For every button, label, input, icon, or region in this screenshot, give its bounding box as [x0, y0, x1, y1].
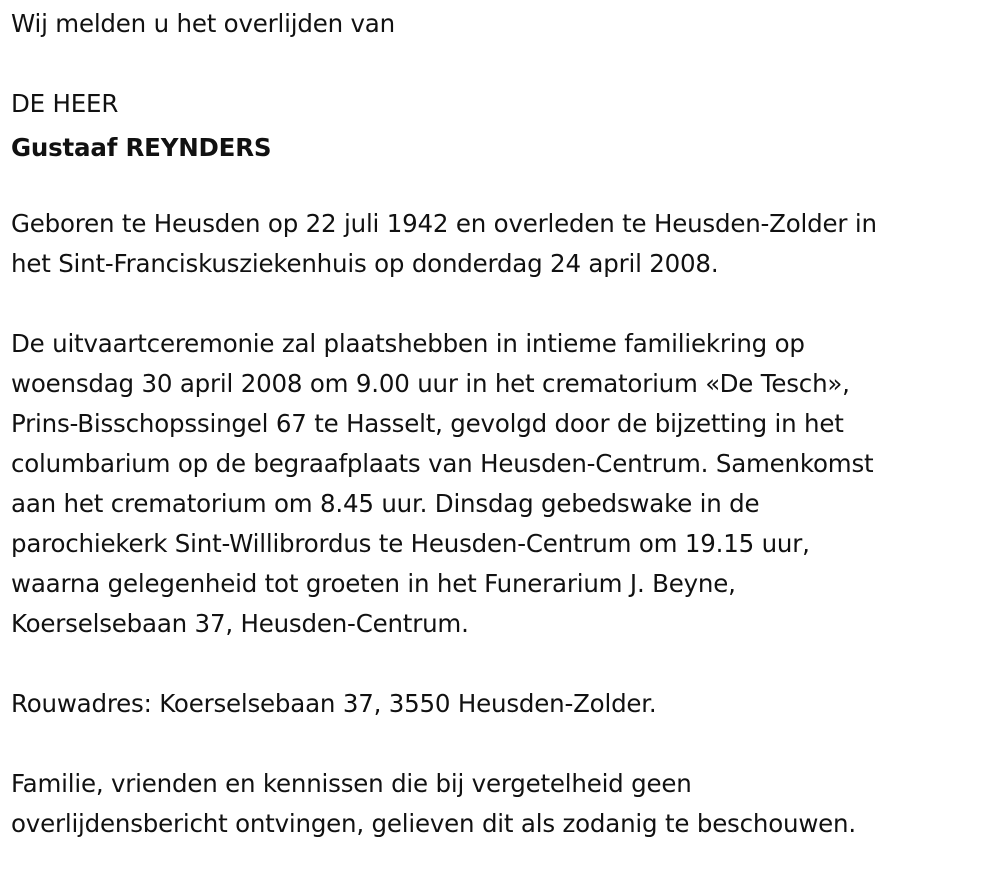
- intro-text: Wij melden u het overlijden van: [11, 9, 395, 38]
- address-paragraph: Rouwadres: Koerselsebaan 37, 3550 Heusden-Zolder.: [11, 689, 657, 718]
- spacer: [11, 44, 986, 84]
- spacer: [11, 284, 986, 324]
- obituary-document: [11, 4, 986, 844]
- deceased-name: Gustaaf REYNDERS: [11, 133, 272, 162]
- spacer: [11, 644, 986, 684]
- ceremony-paragraph: De uitvaartceremonie zal plaatshebben in intieme familiekring op woensdag 30 april 2008 om 9.00 uur in het crematorium «De Tesch», Prins-Bisschopssingel 67 te Hasselt, gevolgd door de bijzetting in het columbarium op de begraafplaats van Heusden-Centrum. Samenkomst aan het crematorium om 8.45 uur. Dinsdag gebedswake in de parochiekerk Sint-Willibrordus te Heusden-Centrum om 19.15 uur, waarna gelegenheid tot groeten in het Funerarium J. Beyne, Koerselsebaan 37, Heusden-Centrum.: [11, 329, 874, 638]
- spacer: [11, 724, 986, 764]
- birth-death-paragraph: Geboren te Heusden op 22 juli 1942 en overleden te Heusden-Zolder in het Sint-Franciskusziekenhuis op donderdag 24 april 2008.: [11, 209, 877, 278]
- closing-paragraph: Familie, vrienden en kennissen die bij vergetelheid geen overlijdensbericht ontvingen, gelieven dit als zodanig te beschouwen.: [11, 769, 856, 838]
- deceased-title: DE HEER: [11, 89, 119, 118]
- spacer: [11, 172, 986, 204]
